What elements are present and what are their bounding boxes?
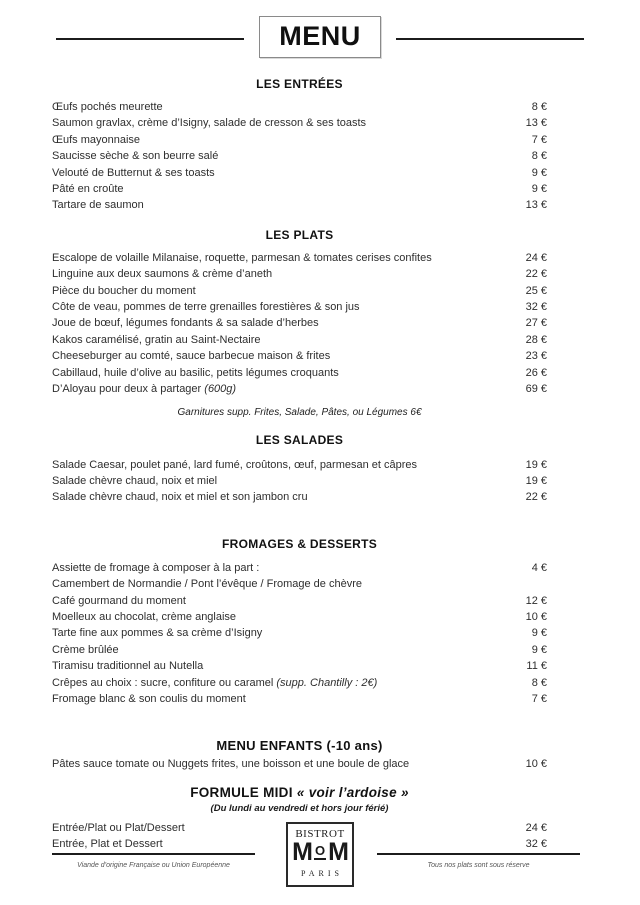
item-name: Joue de bœuf, légumes fondants & sa salade d’herbes bbox=[52, 317, 319, 330]
item-name: Assiette de fromage à composer à la part : bbox=[52, 561, 260, 574]
logo-letter-m2: M bbox=[328, 838, 348, 866]
header-rule-right bbox=[396, 38, 584, 40]
menu-item bbox=[52, 315, 547, 331]
item-name: Entrée/Plat ou Plat/Dessert bbox=[52, 821, 185, 834]
section-plats bbox=[52, 228, 547, 419]
item-price: 24 € bbox=[525, 821, 547, 834]
menu-item bbox=[52, 691, 547, 707]
item-price: 9 € bbox=[531, 643, 547, 656]
item-price: 9 € bbox=[531, 166, 547, 179]
item-price: 32 € bbox=[525, 301, 547, 314]
menu-item bbox=[52, 457, 547, 473]
item-price: 7 € bbox=[531, 692, 547, 705]
item-name: Pâtes sauce tomate ou Nuggets frites, une boisson et une boule de glace bbox=[52, 758, 410, 771]
menu-item bbox=[52, 625, 547, 641]
menu-item bbox=[52, 365, 547, 381]
section-heading-fromages-desserts: FROMAGES & DESSERTS bbox=[221, 536, 378, 551]
menu-item bbox=[52, 197, 547, 213]
item-price: 22 € bbox=[525, 491, 547, 504]
section-heading-entrees: LES ENTRÉES bbox=[256, 77, 343, 91]
section-items bbox=[52, 99, 547, 214]
item-name: Pièce du boucher du moment bbox=[52, 284, 196, 297]
item-name: Côte de veau, pommes de terre grenailles forestières & son jus bbox=[52, 301, 360, 314]
section-subheading: (Du lundi au vendredi et hors jour férié) bbox=[210, 802, 389, 814]
section-heading-plats: LES PLATS bbox=[265, 227, 334, 242]
menu-item bbox=[52, 165, 547, 181]
item-name: Cabillaud, huile d’olive au basilic, petits légumes croquants bbox=[52, 366, 339, 379]
menu-item bbox=[52, 756, 547, 772]
item-name: Escalope de volaille Milanaise, roquette, parmesan & tomates cerises confites bbox=[52, 251, 432, 264]
item-note: (600g) bbox=[201, 383, 237, 396]
item-name: Pâté en croûte bbox=[52, 183, 124, 196]
bistrot-mom-logo bbox=[286, 822, 354, 887]
menu-item bbox=[52, 283, 547, 299]
item-price: 13 € bbox=[525, 117, 547, 130]
section-items bbox=[52, 250, 547, 398]
item-name: Crème brûlée bbox=[52, 643, 119, 656]
menu-item bbox=[52, 560, 547, 576]
item-name: Moelleux au chocolat, crème anglaise bbox=[52, 610, 237, 623]
item-name: Camembert de Normandie / Pont l’évêque / Fromage de chèvre bbox=[52, 578, 362, 591]
menu-header bbox=[0, 0, 640, 58]
item-name: Kakos caramélisé, gratin au Saint-Nectaire bbox=[52, 333, 261, 346]
section-menu-enfants bbox=[52, 738, 547, 772]
item-price: 27 € bbox=[525, 317, 547, 330]
logo-letter-m1: M bbox=[292, 838, 312, 866]
item-name: Tarte fine aux pommes & sa crème d’Isigny bbox=[52, 627, 263, 640]
item-name: Linguine aux deux saumons & crème d’aneth bbox=[52, 268, 273, 281]
item-price: 19 € bbox=[525, 458, 547, 471]
section-heading-menu-enfants: MENU ENFANTS (-10 ans) bbox=[216, 738, 383, 754]
item-price: 10 € bbox=[525, 610, 547, 623]
item-price: 9 € bbox=[531, 627, 547, 640]
item-price: 28 € bbox=[525, 333, 547, 346]
item-name: Saumon gravlax, crème d’Isigny, salade de cresson & ses toasts bbox=[52, 117, 367, 130]
item-price: 23 € bbox=[525, 350, 547, 363]
item-price: 19 € bbox=[525, 474, 547, 487]
menu-item bbox=[52, 381, 547, 397]
menu-title-box bbox=[259, 16, 381, 58]
item-price: 25 € bbox=[525, 284, 547, 297]
item-name: Cheeseburger au comté, sauce barbecue maison & frites bbox=[52, 350, 331, 363]
logo-bistrot-text: BISTROT bbox=[295, 828, 345, 840]
menu-item bbox=[52, 332, 547, 348]
menu-item bbox=[52, 148, 547, 164]
menu-item bbox=[52, 658, 547, 674]
item-price: 9 € bbox=[531, 183, 547, 196]
item-name: Œufs pochés meurette bbox=[52, 101, 163, 113]
menu-item bbox=[52, 266, 547, 282]
section-heading-formule-midi: FORMULE MIDI « voir l’ardoise » bbox=[190, 784, 409, 800]
item-name: Salade chèvre chaud, noix et miel bbox=[52, 474, 218, 487]
item-price: 22 € bbox=[525, 268, 547, 281]
item-price: 69 € bbox=[525, 383, 547, 396]
item-price: 11 € bbox=[526, 660, 547, 673]
item-name: Tiramisu traditionnel au Nutella bbox=[52, 660, 204, 673]
footer-rule-left bbox=[52, 853, 255, 855]
menu-item bbox=[52, 299, 547, 315]
logo-mom-text bbox=[288, 838, 352, 867]
item-name: Fromage blanc & son coulis du moment bbox=[52, 692, 246, 705]
item-name: Salade chèvre chaud, noix et miel et son jambon cru bbox=[52, 491, 308, 504]
section-items bbox=[52, 457, 547, 506]
footer-rule-right bbox=[377, 853, 580, 855]
section-fromages-desserts bbox=[52, 537, 547, 708]
item-price: 12 € bbox=[525, 594, 547, 607]
item-name: Salade Caesar, poulet pané, lard fumé, croûtons, œuf, parmesan et câpres bbox=[52, 458, 418, 471]
footer-note-origin: Viande d’origine Française ou Union Européenne bbox=[77, 862, 230, 869]
item-name: Velouté de Butternut & ses toasts bbox=[52, 166, 215, 179]
item-price: 8 € bbox=[531, 150, 547, 163]
item-name: Café gourmand du moment bbox=[52, 594, 186, 607]
menu-item bbox=[52, 609, 547, 625]
item-price: 8 € bbox=[531, 676, 547, 689]
menu-item bbox=[52, 576, 547, 592]
menu-item bbox=[52, 675, 547, 691]
header-rule-left bbox=[56, 38, 244, 40]
menu-item bbox=[52, 132, 547, 148]
menu-sections bbox=[0, 77, 640, 853]
logo-letter-o: O bbox=[314, 843, 326, 858]
menu-item bbox=[52, 348, 547, 364]
menu-item bbox=[52, 115, 547, 131]
section-entrees bbox=[52, 77, 547, 214]
menu-item bbox=[52, 473, 547, 489]
section-items bbox=[52, 756, 547, 772]
section-heading-note: « voir l’ardoise » bbox=[292, 784, 409, 800]
item-name: Saucisse sèche & son beurre salé bbox=[52, 150, 219, 163]
section-salades bbox=[52, 433, 547, 506]
item-price: 24 € bbox=[525, 251, 547, 264]
item-note: (supp. Chantilly : 2€) bbox=[273, 676, 378, 689]
item-price: 8 € bbox=[531, 101, 547, 113]
item-price: 4 € bbox=[531, 561, 547, 574]
item-name: Tartare de saumon bbox=[52, 199, 144, 212]
item-name: Crêpes au choix : sucre, confiture ou caramel (supp. Chantilly : 2€) bbox=[52, 676, 378, 689]
item-price: 32 € bbox=[525, 838, 547, 851]
item-price: 13 € bbox=[525, 199, 547, 212]
logo-paris-text: PARIS bbox=[301, 869, 343, 878]
item-name: Œufs mayonnaise bbox=[52, 133, 141, 146]
section-items bbox=[52, 560, 547, 708]
section-footnote: Garnitures supp. Frites, Salade, Pâtes, ou Légumes 6€ bbox=[177, 406, 422, 418]
menu-item bbox=[52, 181, 547, 197]
section-heading-salades: LES SALADES bbox=[255, 432, 344, 447]
menu-item bbox=[52, 593, 547, 609]
menu-item bbox=[52, 250, 547, 266]
menu-item bbox=[52, 99, 547, 115]
footer-note-reserve: Tous nos plats sont sous réserve bbox=[427, 862, 530, 869]
item-price: 7 € bbox=[531, 133, 547, 146]
menu-item bbox=[52, 489, 547, 505]
item-price: 26 € bbox=[525, 366, 547, 379]
item-name: Entrée, Plat et Dessert bbox=[52, 838, 163, 851]
menu-item bbox=[52, 642, 547, 658]
item-price: 10 € bbox=[525, 758, 547, 771]
page-title: MENU bbox=[279, 21, 361, 51]
item-name: D’Aloyau pour deux à partager (600g) bbox=[52, 383, 237, 396]
